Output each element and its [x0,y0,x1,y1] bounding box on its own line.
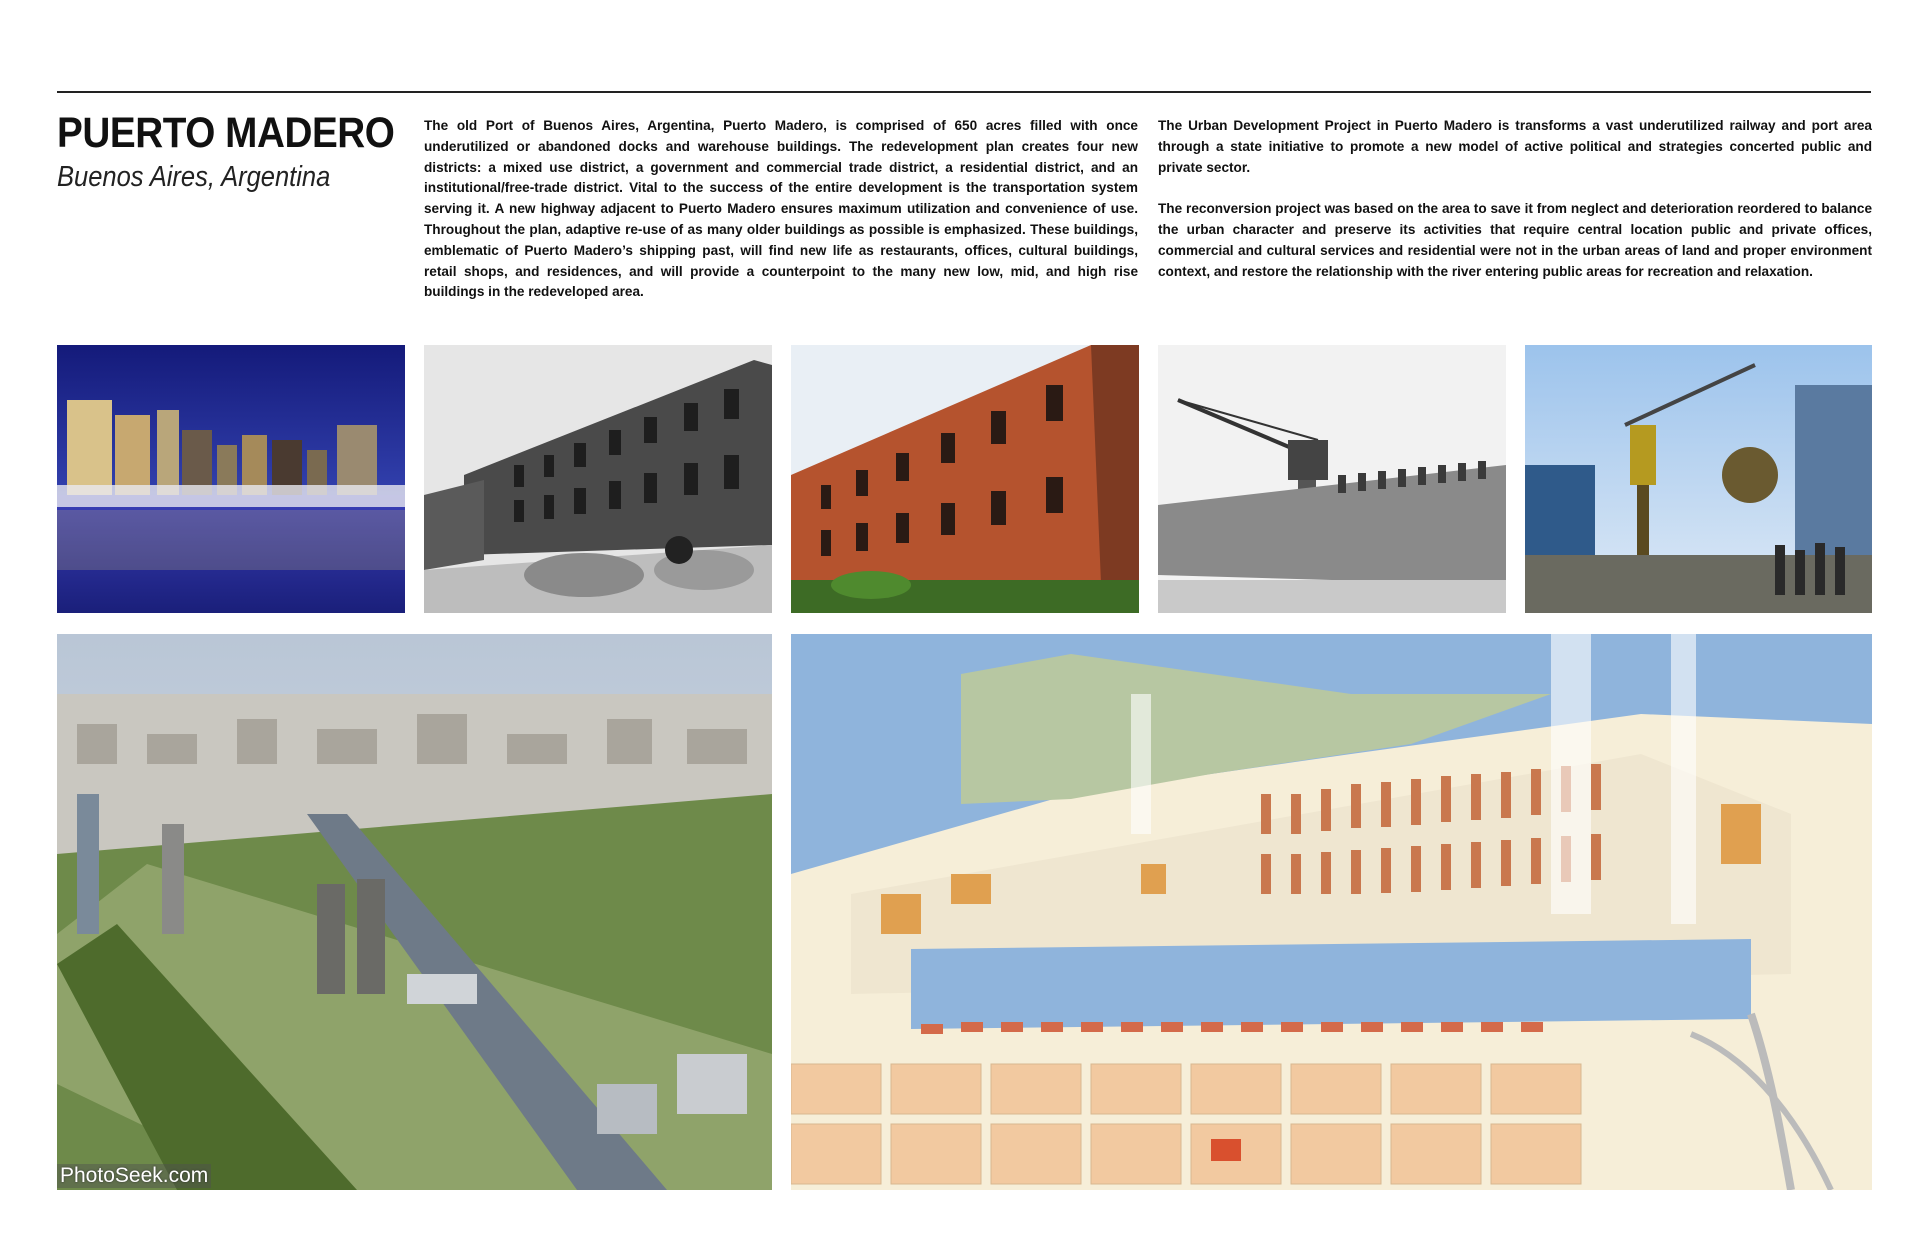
paragraph-overview: The old Port of Buenos Aires, Argentina, Puerto Madero, is comprised of 650 acres filled with once underutilized or abandoned docks and warehouse buildings. The redevelopment plan creates four new districts: a mixed use district, a government and commercial trade district, a residential district, and an institutional/free-trade district. Vital to the success of the entire development is the transportation system serving it. A new highway adjacent to Puerto Madero ensures maximum utilization and convenience of use. Throughout the plan, adaptive re-use of as many older buildings as possible is emphasized. These buildings, emblematic of Puerto Madero’s shipping past, will find new life as restaurants, offices, cultural buildings, retail shops, and residences, and will provide a counterpoint to the many new low, mid, and high rise buildings in the redeveloped area. [424,118,1138,300]
photo-yellow-crane [1525,345,1872,613]
page-subtitle: Buenos Aires, Argentina [57,161,331,193]
paragraph-project: The Urban Development Project in Puerto Madero is transforms a vast underutilized railway and port area through a state initiative to promote a new model of active political and strategies concerted public and private sector. [1158,118,1872,175]
photo-brick-warehouse [791,345,1139,613]
title-block [57,110,397,194]
paragraph-reconversion: The reconversion project was based on the area to save it from neglect and deterioration reordered to balance the urban character and preserve its activities that require central location public and private offices, commercial and cultural services and residential were not in the urban areas of land and proper environment context, and restore the relationship with the river entering public areas for recreation and relaxation. [1158,201,1872,279]
text-column-1 [424,116,1138,303]
watermark: PhotoSeek.com [57,1164,211,1188]
photo-warehouse-bw [424,345,772,613]
text-column-2 [1158,116,1872,303]
masterplan-drawing [791,634,1872,1190]
photo-night-skyline [57,345,405,613]
photo-crane-bw [1158,345,1506,613]
page-title: PUERTO MADERO [57,109,395,157]
header-rule [57,91,1871,93]
photo-aerial-view [57,634,772,1190]
